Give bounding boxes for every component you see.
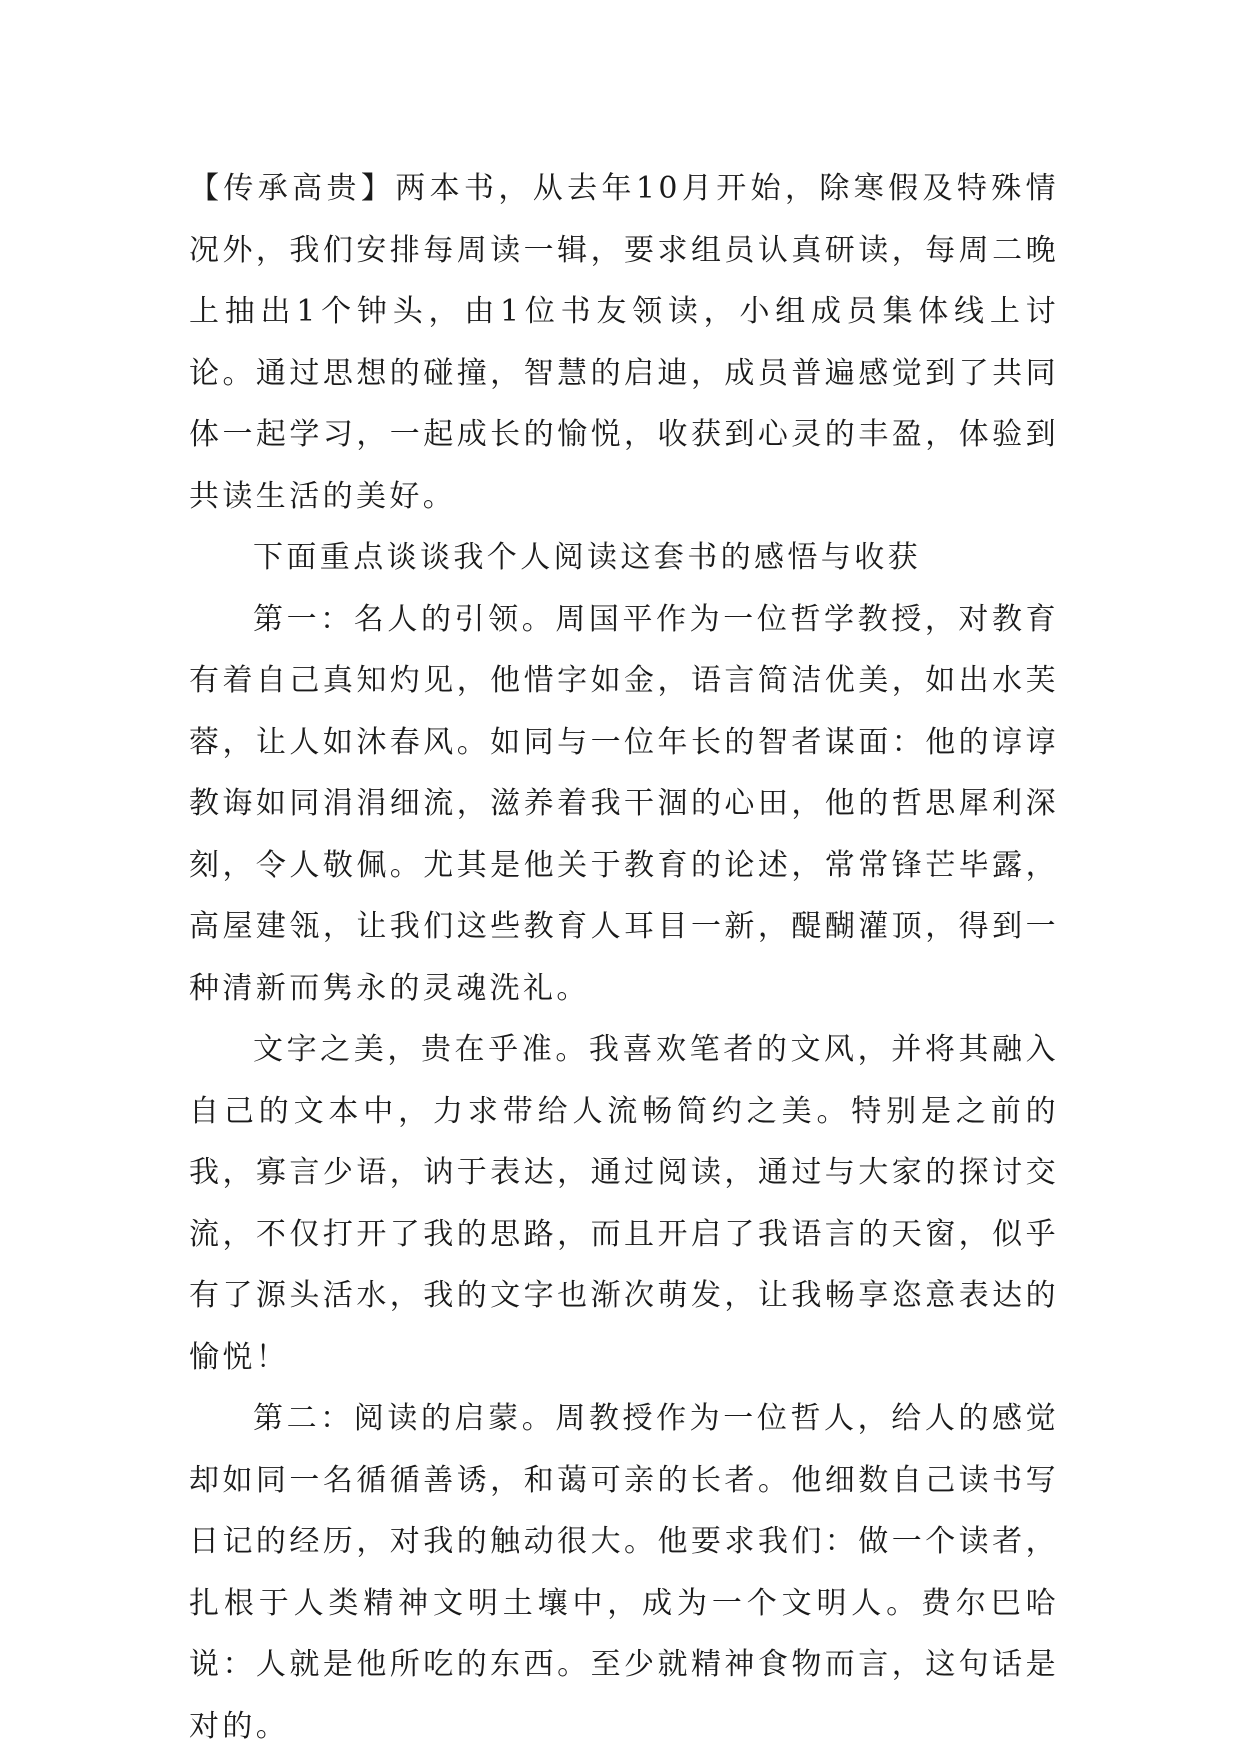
- paragraph-2: 下面重点谈谈我个人阅读这套书的感悟与收获: [253, 540, 921, 575]
- document-body: [189, 158, 1059, 1757]
- paragraph-1: 【传承高贵】两本书，从去年10月开始，除寒假及特殊情况外，我们安排每周读一辑，要求组员认真研读，每周二晚上抽出1个钟头，由1位书友领读，小组成员集体线上讨论。通过思想的碰撞，智慧的启迪，成员普遍感觉到了共同体一起学习，一起成长的愉悦，收获到心灵的丰盈，体验到共读生活的美好。: [189, 171, 1059, 514]
- paragraph-4: 文字之美，贵在乎准。我喜欢笔者的文风，并将其融入自己的文本中，力求带给人流畅简约之美。特别是之前的我，寡言少语，讷于表达，通过阅读，通过与大家的探讨交流，不仅打开了我的思路，而且开启了我语言的天窗，似乎有了源头活水，我的文字也渐次萌发，让我畅享恣意表达的愉悦！: [189, 1032, 1059, 1375]
- paragraph-3: 第一：名人的引领。周国平作为一位哲学教授，对教育有着自己真知灼见，他惜字如金，语言简洁优美，如出水芙蓉，让人如沐春风。如同与一位年长的智者谋面：他的谆谆教诲如同涓涓细流，滋养着我干涸的心田，他的哲思犀利深刻，令人敬佩。尤其是他关于教育的论述，常常锋芒毕露，高屋建瓴，让我们这些教育人耳目一新，醍醐灌顶，得到一种清新而隽永的灵魂洗礼。: [189, 601, 1059, 1006]
- paragraph-5: 第二：阅读的启蒙。周教授作为一位哲人，给人的感觉却如同一名循循善诱，和蔼可亲的长者。他细数自己读书写日记的经历，对我的触动很大。他要求我们：做一个读者，扎根于人类精神文明土壤中，成为一个文明人。费尔巴哈说：人就是他所吃的东西。至少就精神食物而言，这句话是对的。: [189, 1401, 1059, 1744]
